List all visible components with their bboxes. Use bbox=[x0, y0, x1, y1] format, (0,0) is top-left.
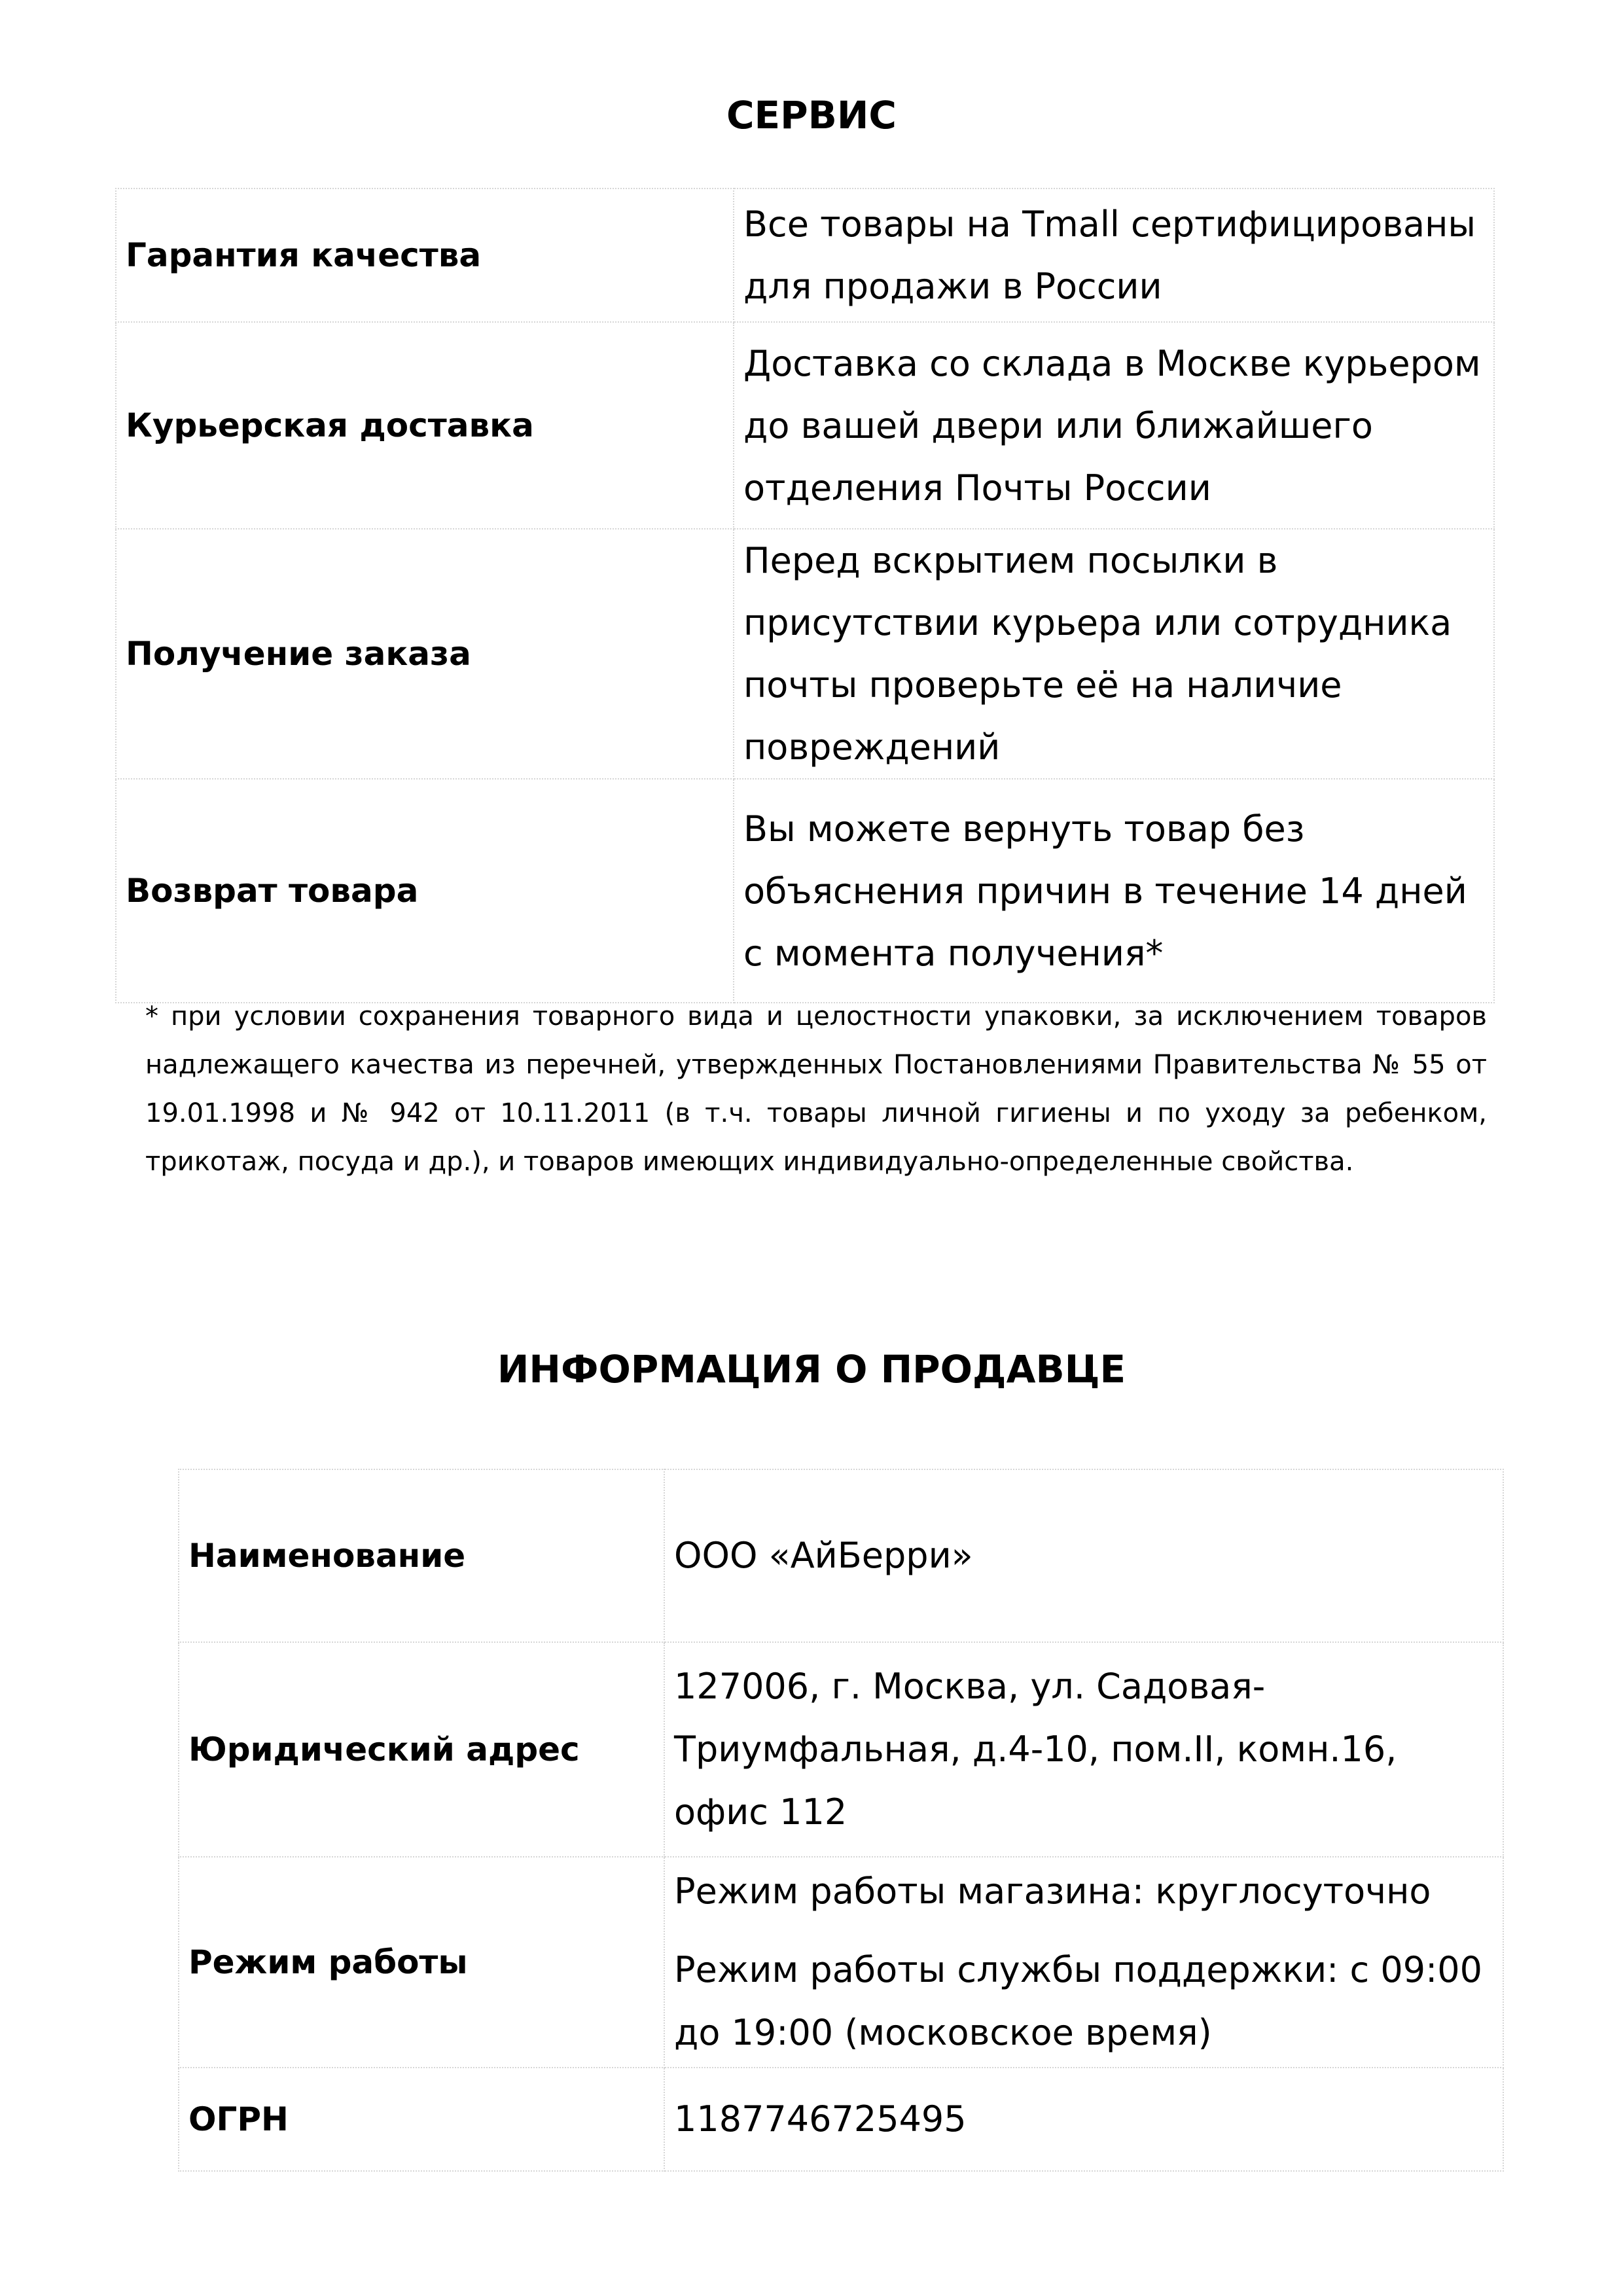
name-label: Наименование bbox=[179, 1469, 664, 1642]
table-row bbox=[179, 1857, 1503, 2068]
row-value: Доставка со склада в Москве курьером до вашей двери или ближайшего отделения Почты России bbox=[734, 322, 1494, 529]
ogrn-label: ОГРН bbox=[179, 2068, 664, 2171]
support-hours: Режим работы службы поддержки: с 09:00 до 19:00 (московское время) bbox=[674, 1949, 1483, 2053]
row-value: Перед вскрытием посылки в присутствии курьера или сотрудника почты проверьте её на наличие повреждений bbox=[734, 529, 1494, 779]
table-row bbox=[116, 779, 1494, 1003]
footnote: * при условии сохранения товарного вида и целостности упаковки, за исключением товаров надлежащего качества из перечней, утвержденных Постановлениями Правительства № 55 от 19.01.1998 и № 942 от 10.11.2011 (в т.ч. товары личной гигиены и по уходу за ребенком, трикотаж, посуда и др.), и товаров имеющих индивидуально-определенные свойства. bbox=[145, 1001, 1487, 1177]
table-row bbox=[116, 322, 1494, 529]
row-value: Все товары на Tmall сертифицированы для продажи в России bbox=[734, 188, 1494, 322]
name-value: ООО «АйБерри» bbox=[664, 1469, 1503, 1642]
service-title: СЕРВИС bbox=[726, 93, 897, 137]
row-label: Получение заказа bbox=[116, 529, 734, 779]
row-label: Курьерская доставка bbox=[116, 322, 734, 529]
seller-table bbox=[178, 1469, 1504, 2172]
row-value: Вы можете вернуть товар без объяснения причин в течение 14 дней с момента получения* bbox=[734, 779, 1494, 1003]
row-label: Гарантия качества bbox=[116, 188, 734, 322]
ogrn-value: 1187746725495 bbox=[664, 2068, 1503, 2171]
hours-label: Режим работы bbox=[179, 1857, 664, 2068]
table-row bbox=[179, 1469, 1503, 1642]
store-hours: Режим работы магазина: круглосуточно bbox=[674, 1871, 1431, 1912]
address-label: Юридический адрес bbox=[179, 1642, 664, 1857]
seller-title: ИНФОРМАЦИЯ О ПРОДАВЦЕ bbox=[497, 1347, 1126, 1391]
address-value: 127006, г. Москва, ул. Садовая-Триумфальная, д.4-10, пом.II, комн.16, офис 112 bbox=[664, 1642, 1503, 1857]
table-row bbox=[116, 529, 1494, 779]
row-label: Возврат товара bbox=[116, 779, 734, 1003]
table-row bbox=[179, 2068, 1503, 2171]
table-row bbox=[116, 188, 1494, 322]
service-table bbox=[115, 188, 1495, 1003]
hours-value bbox=[664, 1857, 1503, 2068]
table-row bbox=[179, 1642, 1503, 1857]
